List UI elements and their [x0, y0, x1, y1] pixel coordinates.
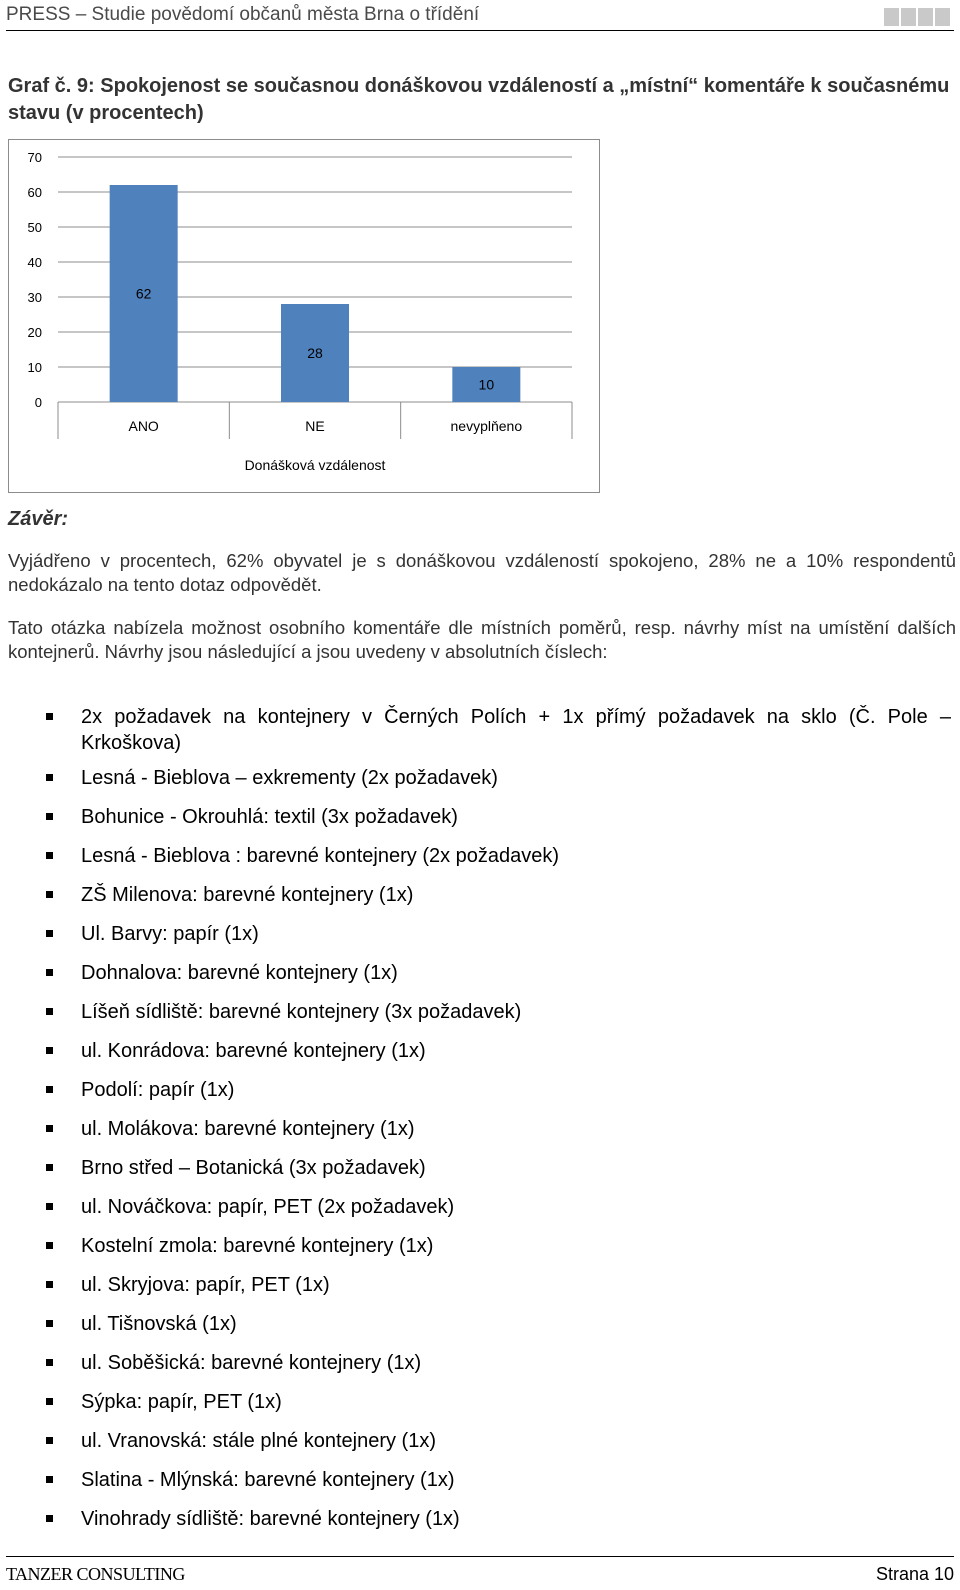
page-number: Strana 10 — [875, 1564, 954, 1584]
square-bullet-icon — [46, 813, 53, 820]
list-item-text: ul. Molákova: barevné kontejnery (1x) — [81, 1118, 415, 1140]
list-item-text: Líšeň sídliště: barevné kontejnery (3x požadavek) — [81, 1001, 522, 1023]
square-bullet-icon — [46, 1398, 53, 1405]
square-bullet-icon — [46, 891, 53, 898]
square-bullet-icon — [46, 1359, 53, 1366]
x-axis-title: Donášková vzdálenost — [244, 457, 386, 473]
list-item-text: Brno střed – Botanická (3x požadavek) — [81, 1157, 426, 1179]
data-label: 28 — [307, 345, 323, 361]
y-tick-label: 60 — [27, 185, 42, 200]
square-bullet-icon — [46, 1476, 53, 1483]
list-item-text: Bohunice - Okrouhlá: textil (3x požadavek) — [81, 806, 458, 828]
square-bullet-icon — [46, 930, 53, 937]
y-tick-label: 50 — [27, 220, 42, 235]
data-label: 62 — [135, 285, 152, 302]
page-header — [6, 0, 954, 31]
square-bullet-icon — [46, 1125, 53, 1132]
list-item-text: Podolí: papír (1x) — [81, 1079, 235, 1101]
list-item-text: Slatina - Mlýnská: barevné kontejnery (1x) — [81, 1469, 455, 1491]
square-bullet-icon — [46, 852, 53, 859]
y-tick-label: 70 — [27, 150, 42, 165]
square-bullet-icon — [46, 1086, 53, 1093]
list-item-text: ul. Nováčkova: papír, PET (2x požadavek) — [81, 1196, 455, 1218]
list-item-text: Vinohrady sídliště: barevné kontejnery (1x) — [81, 1508, 460, 1530]
square-bullet-icon — [46, 1008, 53, 1015]
square-bullet-icon — [46, 1515, 53, 1522]
square-bullet-icon — [46, 713, 53, 720]
list-item-text: ul. Soběšická: barevné kontejnery (1x) — [81, 1352, 422, 1374]
square-bullet-icon — [46, 1164, 53, 1171]
list-item-text: Dohnalova: barevné kontejnery (1x) — [81, 962, 398, 984]
company-name: TANZER CONSULTING — [6, 1564, 185, 1584]
y-tick-label: 40 — [27, 255, 42, 270]
square-bullet-icon — [46, 1281, 53, 1288]
y-tick-label: 0 — [34, 395, 42, 410]
data-label: 10 — [478, 376, 495, 393]
list-item-text: ZŠ Milenova: barevné kontejnery (1x) — [81, 884, 414, 906]
y-tick-label: 30 — [27, 290, 42, 305]
category-label: ANO — [128, 418, 159, 434]
list-item-text: ul. Skryjova: papír, PET (1x) — [81, 1274, 330, 1296]
y-tick-label: 20 — [27, 325, 42, 340]
square-bullet-icon — [46, 1242, 53, 1249]
list-item-text: ul. Vranovská: stále plné kontejnery (1x) — [81, 1430, 436, 1452]
square-bullet-icon — [46, 1203, 53, 1210]
square-bullet-icon — [46, 1437, 53, 1444]
category-label: nevyplňeno — [450, 418, 523, 434]
list-item-text: Lesná - Bieblova – exkrementy (2x požadavek) — [81, 767, 498, 789]
square-bullet-icon — [46, 969, 53, 976]
list-item-text: ul. Konrádova: barevné kontejnery (1x) — [81, 1040, 426, 1062]
list-item-text: 2x požadavek na kontejnery v Černých Polích + 1x přímý požadavek na sklo (Č. Pole – Krkoškova) — [81, 706, 951, 754]
list-item-text: Sýpka: papír, PET (1x) — [81, 1391, 282, 1413]
conclusion-paragraph: Vyjádřeno v procentech, 62% obyvatel je s donáškovou vzdáleností spokojeno, 28% ne a 10% respondentů nedokázalo na tento dotaz odpovědět. — [8, 550, 956, 595]
page-footer — [6, 1556, 954, 1590]
category-label: NE — [305, 418, 325, 434]
header-decoration — [884, 8, 950, 26]
list-item-text: Ul. Barvy: papír (1x) — [81, 923, 259, 945]
square-bullet-icon — [46, 1320, 53, 1327]
list-item-text: Lesná - Bieblova : barevné kontejnery (2x požadavek) — [81, 845, 560, 867]
conclusion-heading: Závěr: — [8, 508, 69, 530]
square-bullet-icon — [46, 774, 53, 781]
square-bullet-icon — [46, 1047, 53, 1054]
bar-chart — [9, 140, 599, 492]
graph-title: Graf č. 9: Spokojenost se současnou donáškovou vzdáleností a „místní“ komentáře k současnému stavu (v procentech) — [8, 75, 950, 124]
list-item-text: ul. Tišnovská (1x) — [81, 1313, 237, 1335]
comments-intro-paragraph: Tato otázka nabízela možnost osobního komentáře dle místních poměrů, resp. návrhy míst na umístění dalších kontejnerů. Návrhy jsou následující a jsou uvedeny v absolutních číslech: — [8, 617, 956, 662]
chart-container — [8, 139, 600, 493]
y-tick-label: 10 — [27, 360, 42, 375]
header-title: PRESS – Studie povědomí občanů města Brna o třídění — [6, 4, 480, 25]
list-item-text: Kostelní zmola: barevné kontejnery (1x) — [81, 1235, 434, 1257]
